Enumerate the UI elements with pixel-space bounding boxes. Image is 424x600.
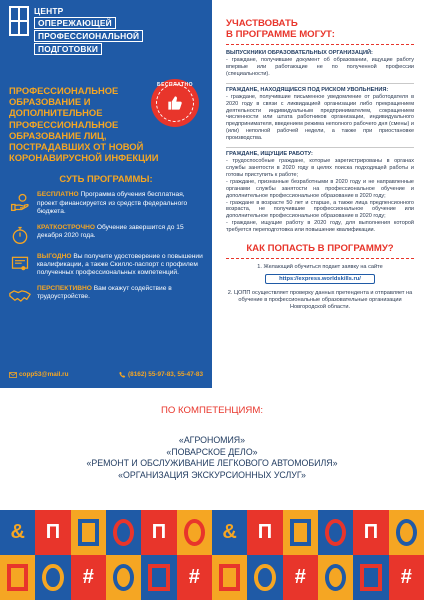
circle-shape-icon	[113, 519, 134, 546]
logo-line-1: ЦЕНТР	[34, 6, 64, 16]
group-layoff-head: ГРАЖДАНЕ, НАХОДЯЩИЕСЯ ПОД РИСКОМ УВОЛЬНЕНИЯ:	[226, 86, 389, 93]
headline-line-2: ОБРАЗОВАНИЕ И	[9, 96, 91, 108]
pattern-tile: #	[71, 555, 106, 600]
stopwatch-icon	[9, 224, 31, 246]
feature-short	[9, 224, 203, 246]
feature-perspective-text: Вам окажут содействие в трудоустройстве.	[37, 284, 172, 301]
pattern-tile	[177, 510, 212, 555]
logo-grid-icon	[9, 6, 29, 36]
group-jobseekers-head: ГРАЖДАНЕ, ИЩУЩИЕ РАБОТУ:	[226, 151, 313, 158]
circle-shape-icon	[42, 564, 63, 591]
feature-free-text: Программа обучения бесплатная, проект финансируется из средств федерального бюджета.	[37, 191, 188, 216]
circle-shape-icon	[325, 519, 346, 546]
pattern-tile	[106, 555, 141, 600]
headline-line-7: КОРОНАВИРУСНОЙ ИНФЕКЦИИ	[9, 152, 159, 164]
pattern-tile	[0, 555, 35, 600]
circle-shape-icon	[184, 519, 205, 546]
square-shape-icon	[290, 519, 311, 546]
headline-line-5: ОБРАЗОВАНИЕ ЛИЦ,	[9, 129, 107, 141]
competency-agronomy: «АГРОНОМИЯ»	[178, 435, 246, 445]
square-shape-icon	[219, 564, 240, 591]
group-jobseekers-item-4: - граждане, ищущие работу в 2020 году, для выполнения которой требуется переподготовка или повышение квалификации.	[226, 220, 414, 234]
group-layoff-item: - граждане, получившие письменное уведомление от работодателя в 2020 году в связи с ликвидацией организации либо прекращением деятельности индивидуальным предпринимателем, сокращением численности или штата работников организации, индивидуального предпринимателя, введением режима неполного рабочего дня (смены) и (или) неполной рабочей недели, а также при приостановке производства.	[226, 93, 414, 142]
square-shape-icon	[7, 564, 28, 591]
certificate-icon	[9, 253, 31, 275]
participate-title-2: В ПРОГРАММЕ МОГУТ:	[226, 29, 335, 40]
howto-step-2: 2. ЦОПП осуществляет проверку данных претендента и отправляет на обучение в профессиональные образовательные организации Новгородской области.	[227, 290, 413, 311]
competencies-section	[0, 405, 424, 481]
pattern-tile	[247, 555, 282, 600]
pattern-tile: #	[389, 555, 424, 600]
group-graduates-body	[226, 57, 414, 78]
feature-perspective-keyword: ПЕРСПЕКТИВНО	[37, 284, 92, 292]
program-essence-title: СУТЬ ПРОГРАММЫ:	[59, 173, 153, 185]
pattern-tile	[106, 510, 141, 555]
headline-line-1: ПРОФЕССИОНАЛЬНОЕ	[9, 85, 119, 96]
feature-perspective	[9, 285, 203, 307]
decorative-pattern	[0, 510, 424, 600]
envelope-icon	[9, 372, 17, 378]
group-layoff-body	[226, 94, 414, 142]
group-jobseekers-item-2: - граждане, признанные безработными в 2020 году и не направленные органами службы занятости на профессиональное обучение и дополнительное профессиональное образование в 2020 году;	[226, 178, 414, 199]
program-headline	[9, 82, 203, 164]
feature-beneficial	[9, 253, 203, 278]
free-badge-text: БЕСПЛАТНО	[156, 82, 194, 88]
pattern-tile: #	[177, 555, 212, 600]
pattern-tile	[353, 555, 388, 600]
logo-text	[34, 6, 143, 55]
logo-line-2: ОПЕРЕЖАЮЩЕЙ	[34, 17, 116, 29]
pattern-tile	[141, 555, 176, 600]
pattern-tile: П	[247, 510, 282, 555]
circle-shape-icon	[325, 564, 346, 591]
left-info-panel	[0, 0, 212, 388]
competency-cooking: «ПОВАРСКОЕ ДЕЛО»	[166, 446, 258, 457]
contact-phone[interactable]	[119, 371, 203, 378]
feature-free	[9, 191, 203, 216]
square-shape-icon	[148, 564, 169, 591]
worldskills-link[interactable]: https://express.worldskills.ru/	[265, 274, 375, 284]
contact-phone-text: (8162) 55-97-83, 55-47-83	[128, 371, 203, 378]
competency-excursions: «ОРГАНИЗАЦИЯ ЭКСКУРСИОННЫХ УСЛУГ»	[118, 469, 306, 480]
pattern-tile: П	[35, 510, 70, 555]
contacts-bar	[9, 371, 203, 378]
logo-line-3: ПРОФЕССИОНАЛЬНОЙ	[34, 30, 143, 42]
square-shape-icon	[78, 519, 99, 546]
group-graduates-item: - граждане, получившие документ об образовании, ищущие работу впервые или работающие не по полученной профессии (специальности).	[226, 57, 414, 77]
pattern-tile: &	[0, 510, 35, 555]
competencies-title: ПО КОМПЕТЕНЦИЯМ:	[160, 405, 264, 416]
pattern-tile: &	[212, 510, 247, 555]
pattern-tile	[318, 555, 353, 600]
group-jobseekers-item-3: - граждане в возрасте 50 лет и старше, а также лица предпенсионного возраста, не получившие профессиональное обучение или дополнительное профессиональное образование в 2020 году;	[226, 199, 414, 220]
eligibility-column	[226, 18, 414, 311]
title-divider	[226, 44, 414, 45]
feature-free-keyword: БЕСПЛАТНО	[37, 191, 79, 199]
pattern-tile	[212, 555, 247, 600]
howto-divider	[226, 258, 414, 259]
handshake-icon	[9, 285, 31, 307]
pattern-tile	[71, 510, 106, 555]
phone-icon	[119, 371, 126, 378]
badge-inner-ring	[156, 84, 194, 122]
pattern-tile	[389, 510, 424, 555]
contact-email-text: copp53@mail.ru	[19, 371, 69, 378]
group-divider	[226, 147, 414, 148]
pattern-tile	[35, 555, 70, 600]
pattern-tile	[318, 510, 353, 555]
contact-email[interactable]	[9, 371, 69, 378]
competency-car-repair: «РЕМОНТ И ОБСЛУЖИВАНИЕ ЛЕГКОВОГО АВТОМОБИЛЯ»	[86, 458, 338, 469]
headline-line-4: ПРОФЕССИОНАЛЬНОЕ	[9, 118, 119, 130]
group-jobseekers-item-1: - трудоспособные граждане, которые зарегистрированы в органах службы занятости в 2020 году в целях поиска подходящей работы и готовы приступить к работе;	[226, 158, 414, 178]
pattern-tile: #	[283, 555, 318, 600]
pattern-tile: П	[141, 510, 176, 555]
group-graduates-head: ВЫПУСКНИКИ ОБРАЗОВАТЕЛЬНЫХ ОРГАНИЗАЦИЙ:	[226, 50, 373, 56]
pattern-tile: П	[353, 510, 388, 555]
free-badge	[151, 79, 199, 127]
thumbs-up-icon	[167, 95, 183, 111]
circle-shape-icon	[254, 564, 275, 591]
participate-title-1: УЧАСТВОВАТЬ	[226, 18, 298, 29]
circle-shape-icon	[396, 519, 417, 546]
howto-title: КАК ПОПАСТЬ В ПРОГРАММУ?	[246, 243, 394, 255]
pattern-tile	[283, 510, 318, 555]
feature-beneficial-text: Вы получите удостоверение о повышении квалификации, а также Скиллс-паспорт с профилем полученных профессиональных компетенций.	[37, 252, 203, 277]
headline-line-6: ПОСТРАДАВШИХ ОТ НОВОЙ	[9, 141, 144, 153]
howto-step-1: 1. Желающий обучиться подает заявку на сайте	[257, 264, 383, 271]
feature-beneficial-keyword: ВЫГОДНО	[37, 252, 72, 260]
circle-shape-icon	[113, 564, 134, 591]
feature-short-keyword: КРАТКОСТРОЧНО	[37, 223, 96, 231]
square-shape-icon	[360, 564, 381, 591]
group-divider	[226, 83, 414, 84]
feature-short-text: Обучение завершится до 15 декабря 2020 года.	[37, 223, 184, 240]
group-jobseekers-body	[226, 158, 414, 234]
competencies-list	[0, 435, 424, 481]
money-hand-icon	[9, 191, 31, 213]
headline-line-3: ДОПОЛНИТЕЛЬНОЕ	[9, 107, 103, 119]
copp-logo	[9, 6, 203, 55]
logo-line-4: ПОДГОТОВКИ	[34, 43, 102, 55]
